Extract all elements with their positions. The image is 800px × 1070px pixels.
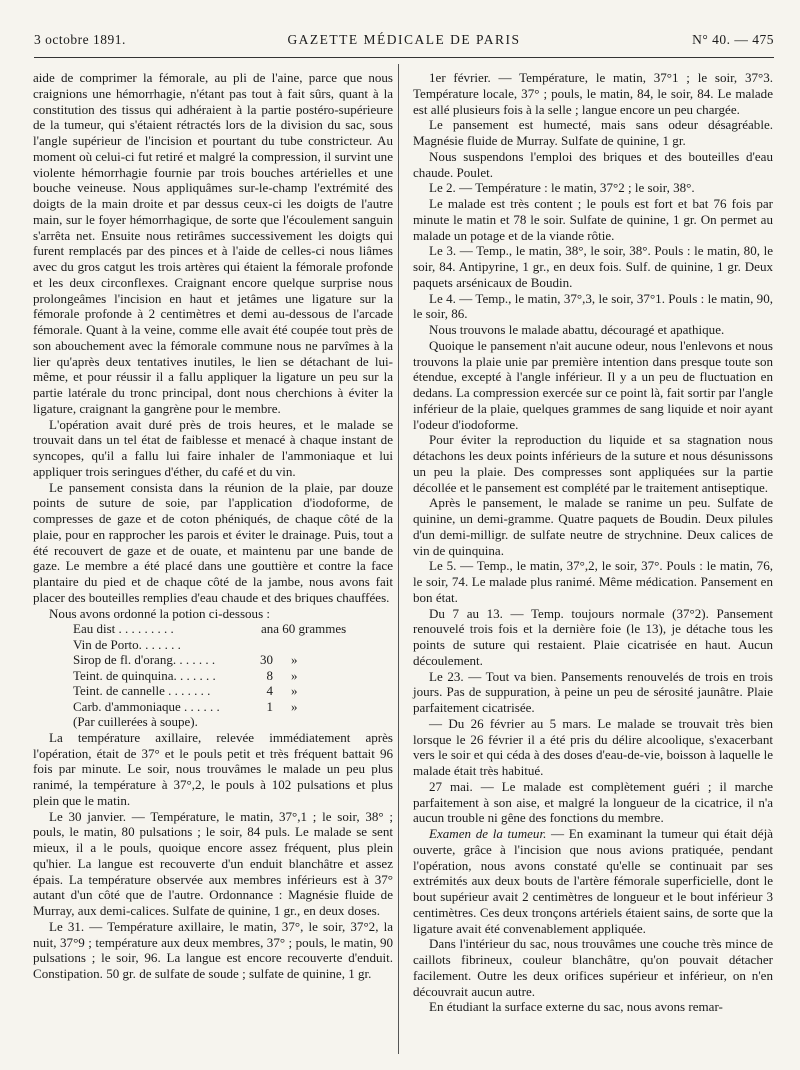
page-header (34, 32, 774, 54)
paragraph: 27 mai. — Le malade est complètement guéri ; il marche parfaitement à son aise, et malgré la longueur de la cicatrice, il n'a aucun trouble ni gêne des fonctions du membre. (413, 778, 773, 826)
paragraph: Le 31. — Température axillaire, le matin, 37°, le soir, 37°2, la nuit, 37°9 ; température aux deux membres, 37° ; pouls, le matin, 90 pulsations ; le soir, 96. La langue est encore recouverte d'enduit. Constipation. 50 gr. de sulfate de soude ; sulfate de quinine, 1 gr. (33, 918, 393, 981)
paragraph: Nous avons ordonné la potion ci-dessous : (49, 605, 271, 621)
ingredient-quantity: 8 (266, 667, 273, 683)
paragraph: Pour éviter la reproduction du liquide et sa stagnation nous détachons les deux points inférieurs de la suture et nous désunissons un peu la plaie. Des compresses sont appliquées sur la partie décollée et le pansement est complété par le traitement antiseptique. (413, 432, 773, 495)
ingredient: Sirop de fl. d'orang. . . . . . . (73, 652, 216, 668)
paragraph: aide de comprimer la fémorale, au pli de l'aine, parce que nous craignions une hémorrhagie, n'étant pas tout à fait sûrs, quant à la constitution des tissus qui adhéraient à la partie postéro-supérieure de la tumeur, qui s'étaient rétractés lors de la division du sac, sous l'angle supérieur de l'incision et pourtant du tube constricteur. Au moment où celui-ci fut retiré et malgré la compression, il survint une violente hémorrhagie fournie par trois bouches artérielles et une bouche veineuse. Nous appliquâmes sur-le-champ l'extrémité des doigts de la main droite et par dessus ceux-ci les doigts de l'autre main, sur le foyer hémorrhagique, de sorte que l'écoulement sanguin s'arrêta net. Ensuite nous retirâmes successivement les doigts qui furent remplacés par des pinces et à l'aide de celles-ci nous liâmes avec du gros catgut les trois artères qui étaient la fémorale profonde et les deux circonflexes. Craignant encore quelque surprise nous prolongeâmes l'incision en haut et jetâmes une ligature sur la fémorale profonde à 2 centimètres et demi au-dessous de l'arcade fémorale. Quant à la veine, comme elle avait été coupée tout près de son abouchement avec la fémorale commune nous ne parvîmes à la lier qu'après deux tentatives inutiles, le lien se détachant de lui-même, et pour réussir il a fallu appliquer la ligature un peu sur la partie latérale du tronc principal, dont nous cherchions à éviter la ligature, craignant la gangrène pour le membre. (33, 70, 393, 416)
dosage-note: (Par cuillerées à soupe). (73, 714, 198, 730)
paragraph: Dans l'intérieur du sac, nous trouvâmes une couche très mince de caillots fibrineux, couleur blanchâtre, qu'on pouvait détacher facilement. Outre les deux orifices supérieur et inférieur, on n'en découvrait aucun autre. (413, 936, 773, 999)
paragraph: Nous trouvons le malade abattu, découragé et apathique. (429, 322, 725, 337)
ingredient-quantity: ana 60 grammes (261, 621, 347, 637)
ingredient: Eau dist . . . . . . . . . (73, 621, 174, 637)
paragraph: Le 2. — Température : le matin, 37°2 ; le soir, 38°. (429, 180, 695, 196)
paragraph: En étudiant la surface externe du sac, nous avons remar- (429, 999, 723, 1015)
ingredient-quantity: 1 (266, 698, 273, 714)
paragraph: Du 7 au 13. — Temp. toujours normale (37°2). Pansement renouvelé trois fois et la dernière foie (le 13), je détache tous les points de suture qui restaient. Plaie cicatrisée en haut. Aucun découlement. (413, 605, 773, 668)
prescription-line (73, 699, 393, 715)
ditto-mark: » (291, 683, 298, 699)
ingredient: Teint. de cannelle . . . . . . . (73, 683, 211, 699)
paragraph: Le 5. — Temp., le matin, 37°,2, le soir, 37°. Pouls : le matin, 76, le soir, 74. Le malade plus ranimé. Même médication. Pansement en bon état. (413, 558, 773, 605)
section-heading: Examen de la tumeur. (429, 826, 547, 841)
paragraph-text: — En examinant la tumeur qui était déjà ouverte, grâce à l'incision que nous avions pratiquée, pendant l'opération, nous avons constaté qu'elle se continuait par ses extrémités aux deux bouts de l'artère fémorale superficielle, dont le bout supérieur avait 2 centimètres de longueur et le bout inférieur 3 centimètres. Ces deux tronçons artériels étaient sains, de sorte que la ligature avait été convenablement appliquée. (413, 826, 773, 936)
paragraph: Le 3. — Temp., le matin, 38°, le soir, 38°. Pouls : le matin, 80, le soir, 84. Antipyrine, 1 gr., en deux fois. Sulf. de quinine, 1 gr. Deux paquets arsénicaux de Boudin. (413, 243, 773, 290)
paragraph (413, 826, 773, 936)
paragraph: Après le pansement, le malade se ranime un peu. Sulfate de quinine, un demi-gramme. Quatre paquets de Boudin. Deux pilules d'un demi-milligr. de sulfate neutre de strychnine. Deux calices de vin de quinquina. (413, 495, 773, 558)
ingredient: Carb. d'ammoniaque . . . . . . (73, 698, 220, 714)
paragraph: L'opération avait duré près de trois heures, et le malade se trouvait dans un tel état de faiblesse et menacé à chaque instant de syncopes, qu'il a fallu lui faire inhaler de l'ammoniaque et lui appliquer trois seringues d'éther, du café et du vin. (33, 416, 393, 479)
prescription (73, 621, 393, 730)
prescription-line (73, 668, 393, 684)
issue-page-number: N° 40. — 475 (692, 32, 774, 47)
paragraph: 1er février. — Température, le matin, 37°1 ; le soir, 37°3. Température locale, 37° ; pouls, le matin, 84, le soir, 84. Le malade est allé plusieurs fois à la selle ; langue encore un peu chargée. (413, 70, 773, 117)
paragraph: Nous suspendons l'emploi des briques et des bouteilles d'eau chaude. Poulet. (413, 148, 773, 180)
ingredient: Teint. de quinquina. . . . . . . (73, 667, 216, 683)
journal-title: GAZETTE MÉDICALE DE PARIS (287, 32, 521, 47)
left-column (33, 70, 393, 982)
paragraph: La température axillaire, relevée immédiatement après l'opération, était de 37° et le pouls petit et très fréquent battait 96 fois par minute. Le soir, nous trouvâmes le malade un peu plus ranimé, la température à 37°,2, le pouls à 102 pulsations et plus plein que le matin. (33, 729, 393, 808)
paragraph: Le pansement consista dans la réunion de la plaie, par douze points de suture de soie, par l'application d'iodoforme, de compresses de gaze et de coton phéniqués, de chaque côté de la plaie, pour en rapprocher les parois et éviter le drainage. Puis, tout a été recouvert de gaze et de ouate, et maintenu par une bande de gaze. Le membre a été placé dans une gouttière et contre la face plantaire du pied et de chaque côté de la jambe, nous avons fait placer des bouteilles remplies d'eau chaude et des briques chauffées. (33, 479, 393, 605)
ditto-mark: » (291, 652, 298, 668)
prescription-line (73, 683, 393, 699)
header-rule (34, 57, 774, 58)
prescription-note (73, 714, 393, 730)
prescription-line (73, 637, 393, 653)
paragraph: Le 4. — Temp., le matin, 37°,3, le soir, 37°1. Pouls : le matin, 90, le soir, 86. (413, 290, 773, 322)
ingredient-quantity: 4 (266, 683, 273, 699)
paragraph: Le malade est très content ; le pouls est fort et bat 76 fois par minute le matin et 78 le soir. Sulfate de quinine, 1 gr. On permet au malade un potage et de la viande rôtie. (413, 196, 773, 243)
paragraph: Quoique le pansement n'ait aucune odeur, nous l'enlevons et nous trouvons la plaie unie par première intention dans presque toute son étendue, excepté à l'angle inférieur. Il y a un peu de fluctuation en dedans. La compression exercée sur ce point là, fait sortir par l'angle inférieur de la plaie, quelques grammes de sang liquide et noir ayant l'odeur d'iodoforme. (413, 337, 773, 432)
right-column (413, 70, 773, 1015)
paragraph: — Du 26 février au 5 mars. Le malade se trouvait très bien lorsque le 26 février il a été pris du délire alcoolique, s'exacerbant vers le soir et qui céda à des doses d'eau-de-vie, boisson à laquelle le malade était très habitué. (413, 715, 773, 778)
ditto-mark: » (291, 667, 298, 683)
header-date: 3 octobre 1891. (34, 32, 126, 47)
ingredient-quantity: 30 (260, 652, 273, 668)
paragraph: Le 30 janvier. — Température, le matin, 37°,1 ; le soir, 38° ; pouls, le matin, 80 pulsations ; le soir, 84 puls. Le malade se sent mieux, il a le pouls, quoique encore assez fréquent, plus plein qu'hier. La langue est recouverte d'un enduit blanchâtre et assez épais. La température observée aux membres inférieurs est à 37° autant d'un côté que de l'autre. Ordonnance : Magnésie fluide de Murray, aux demi-calices. Sulfate de quinine, 1 gr., en deux doses. (33, 808, 393, 918)
prescription-line (73, 621, 393, 637)
paragraph: Le pansement est humecté, mais sans odeur désagréable. Magnésie fluide de Murray. Sulfate de quinine, 1 gr. (413, 117, 773, 148)
ingredient: Vin de Porto. . . . . . . (73, 636, 181, 652)
paragraph: Le 23. — Tout va bien. Pansements renouvelés de trois en trois jours. Pas de suppuration, à peine un peu de sérosité jaunâtre. Plaie parfaitement cicatrisée. (413, 668, 773, 715)
column-divider (398, 64, 399, 1054)
ditto-mark: » (291, 698, 298, 714)
prescription-line (73, 652, 393, 668)
